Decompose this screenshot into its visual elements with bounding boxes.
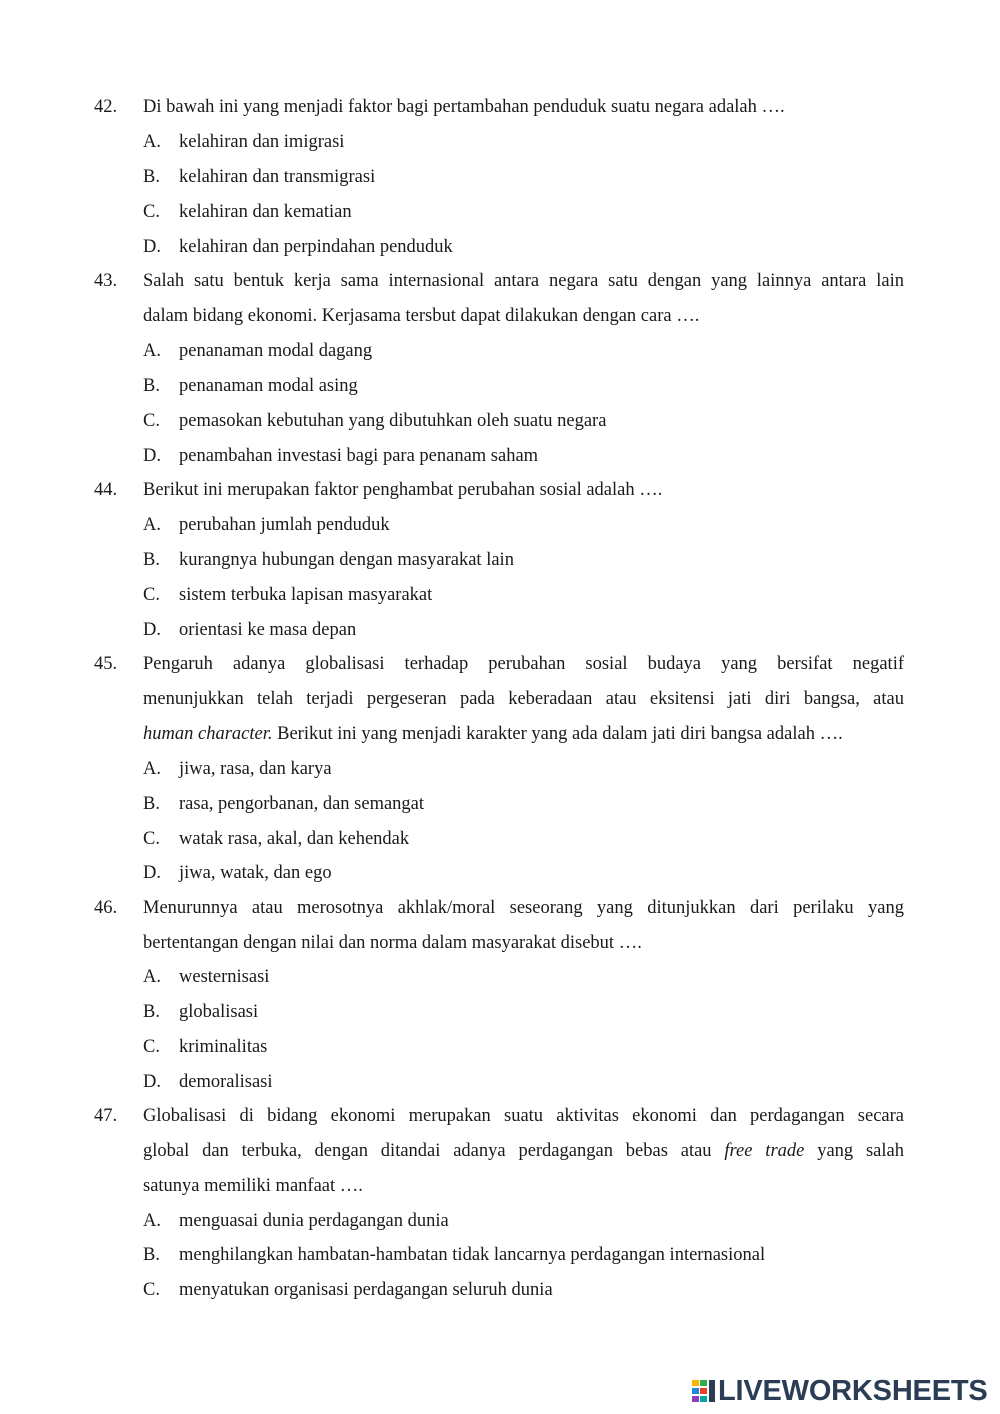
option-letter: C. [143,585,160,605]
logo-tile [700,1396,707,1402]
logo-tile [700,1380,707,1386]
option-text: kelahiran dan imigrasi [179,132,345,152]
option-letter: C. [143,411,160,431]
option-letter: D. [143,620,161,640]
option-text: menguasai dunia perdagangan dunia [179,1211,449,1231]
option-text: rasa, pengorbanan, dan semangat [179,794,425,814]
question-text [143,717,904,752]
question-text: Pengaruh adanya globalisasi terhadap perubahan sosial budaya yang bersifat negatif [143,654,904,674]
question-text-end: yang salah [804,1141,904,1161]
question-text: Salah satu bentuk kerja sama internasional antara negara satu dengan yang lainnya antara lain [143,271,904,291]
question-text: satunya memiliki manfaat …. [143,1176,363,1196]
option-text: menyatukan organisasi perdagangan seluruh dunia [179,1280,553,1300]
question-number: 47. [94,1106,118,1126]
logo-bar [709,1380,715,1402]
option-letter: C. [143,202,160,222]
question-text: Di bawah ini yang menjadi faktor bagi pertambahan penduduk suatu negara adalah …. [143,97,785,117]
question-45-line-3 [94,717,904,752]
option-letter: B. [143,376,160,396]
option-letter: B. [143,1245,160,1265]
option-text: globalisasi [179,1002,259,1022]
option-letter: A. [143,341,161,361]
option-text: pemasokan kebutuhan yang dibutuhkan oleh suatu negara [179,411,607,431]
liveworksheets-brand [692,1376,988,1406]
question-text: Globalisasi di bidang ekonomi merupakan suatu aktivitas ekonomi dan perdagangan secara [143,1106,904,1126]
option-text: menghilangkan hambatan-hambatan tidak lancarnya perdagangan internasional [179,1245,766,1265]
option-letter: D. [143,863,161,883]
question-text: bertentangan dengan nilai dan norma dalam masyarakat disebut …. [143,933,642,953]
option-text: sistem terbuka lapisan masyarakat [179,585,433,605]
option-text: kelahiran dan kematian [179,202,352,222]
question-number: 44. [94,480,118,500]
question-text [143,1134,904,1169]
question-45-line-2 [94,682,904,717]
option-text: jiwa, rasa, dan karya [179,759,332,779]
option-text: kelahiran dan perpindahan penduduk [179,237,453,257]
option-letter: A. [143,1211,161,1231]
question-43-line-2 [94,299,904,334]
option-text: kriminalitas [179,1037,268,1057]
question-46-line-1 [94,891,904,926]
question-text: menunjukkan telah terjadi pergeseran pada keberadaan atau eksitensi jati diri bangsa, atau [143,689,904,709]
logo-tile [692,1380,699,1386]
option-text: jiwa, watak, dan ego [179,863,332,883]
logo-tile [692,1388,699,1394]
question-number: 46. [94,898,118,918]
option-letter: A. [143,515,161,535]
question-number: 45. [94,654,118,674]
option-letter: A. [143,132,161,152]
option-letter: A. [143,967,161,987]
option-text: demoralisasi [179,1072,273,1092]
question-text: Menurunnya atau merosotnya akhlak/moral seseorang yang ditunjukkan dari perilaku yang [143,898,904,918]
option-text: perubahan jumlah penduduk [179,515,390,535]
question-47-line-1 [94,1099,904,1134]
option-letter: D. [143,446,161,466]
option-text: kurangnya hubungan dengan masyarakat lain [179,550,514,570]
question-42-line-1 [94,90,904,125]
option-text: penanaman modal dagang [179,341,373,361]
question-44-line-1 [94,473,904,508]
option-letter: B. [143,550,160,570]
question-45-line-1 [94,647,904,682]
question-46-line-2 [94,926,904,961]
option-letter: B. [143,1002,160,1022]
option-text: orientasi ke masa depan [179,620,357,640]
question-text-start: global dan terbuka, dengan ditandai adanya perdagangan bebas atau [143,1141,725,1161]
question-47-line-2 [94,1134,904,1169]
question-number: 43. [94,271,118,291]
option-letter: A. [143,759,161,779]
option-letter: C. [143,829,160,849]
option-text: watak rasa, akal, dan kehendak [179,829,410,849]
italic-term: human character. [143,724,273,744]
logo-tile [700,1388,707,1394]
option-letter: B. [143,794,160,814]
option-text: penanaman modal asing [179,376,358,396]
option-text: penambahan investasi bagi para penanam saham [179,446,539,466]
option-text: westernisasi [179,967,270,987]
logo-tile [692,1396,699,1402]
question-text: Berikut ini merupakan faktor penghambat perubahan sosial adalah …. [143,480,663,500]
option-letter: B. [143,167,160,187]
option-letter: C. [143,1037,160,1057]
liveworksheets-logo-icon [692,1379,716,1403]
option-text: kelahiran dan transmigrasi [179,167,376,187]
question-text-rest: Berikut ini yang menjadi karakter yang ada dalam jati diri bangsa adalah …. [272,724,843,744]
question-number: 42. [94,97,118,117]
question-43-line-1 [94,264,904,299]
option-letter: C. [143,1280,160,1300]
brand-wordmark: LIVEWORKSHEETS [718,1375,988,1407]
option-letter: D. [143,237,161,257]
question-text: dalam bidang ekonomi. Kerjasama tersbut dapat dilakukan dengan cara …. [143,306,700,326]
option-letter: D. [143,1072,161,1092]
italic-term: free trade [724,1141,805,1161]
question-47-line-3 [94,1169,904,1204]
